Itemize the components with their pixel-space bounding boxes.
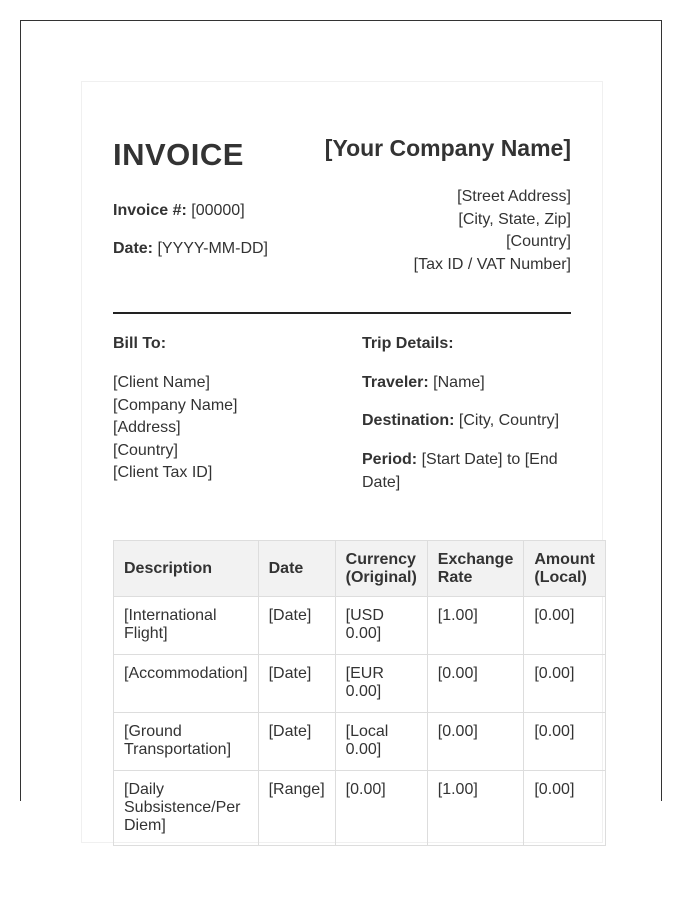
expense-table — [113, 540, 606, 846]
period-label: Period: — [362, 451, 418, 468]
company-address-line: [Street Address] — [457, 188, 571, 205]
bill-to-line: [Address] — [113, 419, 181, 436]
cell-date: [Date] — [258, 597, 335, 655]
cell-description: [Ground Transportation] — [114, 713, 259, 771]
cell-description: [Accommodation] — [114, 655, 259, 713]
cell-amount: [0.00] — [524, 713, 605, 771]
cell-amount: [0.00] — [524, 597, 605, 655]
invoice-date-value: [YYYY-MM-DD] — [157, 240, 268, 257]
invoice-number — [113, 202, 245, 220]
traveler-value: [Name] — [433, 374, 485, 391]
bill-to-line: [Client Name] — [113, 374, 210, 391]
cell-currency: [0.00] — [335, 771, 427, 846]
cell-description: [Daily Subsistence/Per Diem] — [114, 771, 259, 846]
header-divider — [113, 312, 571, 314]
bill-to-line: [Company Name] — [113, 396, 238, 414]
trip-traveler — [362, 372, 572, 395]
cell-currency: [USD 0.00] — [335, 597, 427, 655]
document-viewport[interactable] — [20, 20, 662, 834]
bill-to-line: [Client Tax ID] — [113, 464, 213, 481]
bill-to-line: [Country] — [113, 441, 178, 459]
company-address-line: [Country] — [506, 233, 571, 250]
company-address-line: [City, State, Zip] — [458, 210, 571, 228]
table-row — [114, 597, 606, 655]
table-row — [114, 655, 606, 713]
period-value: [Start Date] to [End Date] — [362, 451, 558, 491]
cell-currency: [EUR 0.00] — [335, 655, 427, 713]
cell-exchange-rate: [0.00] — [427, 655, 524, 713]
table-row — [114, 713, 606, 771]
cell-currency: [Local 0.00] — [335, 713, 427, 771]
company-name: [Your Company Name] — [324, 135, 571, 161]
cell-date: [Date] — [258, 713, 335, 771]
invoice-title: INVOICE — [113, 137, 244, 172]
cell-exchange-rate: [1.00] — [427, 771, 524, 846]
trip-period — [362, 449, 572, 494]
cell-amount: [0.00] — [524, 771, 605, 846]
invoice-page — [81, 81, 603, 843]
table-row — [114, 771, 606, 846]
cell-date: [Date] — [258, 655, 335, 713]
column-header-description: Description — [114, 541, 259, 597]
cell-exchange-rate: [1.00] — [427, 597, 524, 655]
cell-exchange-rate: [0.00] — [427, 713, 524, 771]
invoice-date — [113, 240, 268, 258]
column-header-amount: Amount (Local) — [524, 541, 605, 597]
invoice-number-value: [00000] — [191, 202, 245, 219]
bill-to-block — [113, 372, 238, 485]
company-address-line: [Tax ID / VAT Number] — [413, 255, 571, 273]
table-header-row — [114, 541, 606, 597]
cell-date: [Range] — [258, 771, 335, 846]
column-header-currency: Currency (Original) — [335, 541, 427, 597]
bill-to-heading: Bill To: — [113, 335, 167, 352]
cell-amount: [0.00] — [524, 655, 605, 713]
trip-details-heading: Trip Details: — [362, 335, 454, 352]
trip-destination — [362, 410, 572, 433]
traveler-label: Traveler: — [362, 374, 429, 391]
invoice-date-label: Date: — [113, 240, 154, 257]
destination-label: Destination: — [362, 412, 455, 429]
cell-description: [International Flight] — [114, 597, 259, 655]
column-header-exchange-rate: Exchange Rate — [427, 541, 524, 597]
company-address — [414, 186, 571, 276]
column-header-date: Date — [258, 541, 335, 597]
invoice-number-label: Invoice #: — [113, 202, 187, 219]
destination-value: [City, Country] — [458, 412, 560, 429]
